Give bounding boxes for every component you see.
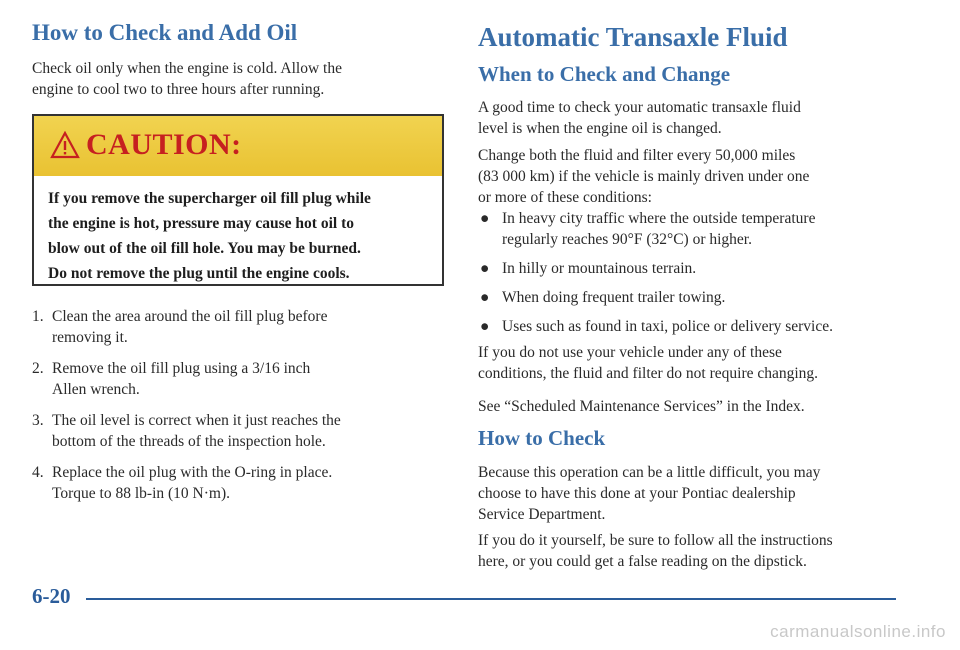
conditions-list bbox=[478, 208, 918, 345]
caution-text: If you remove the supercharger oil fill plug while the engine is hot, pressure may cause hot oil to blow out of the oil fill hole. You may be burned. Do not remove the plug until the engine cools. bbox=[48, 190, 371, 282]
footer-divider bbox=[86, 598, 896, 600]
page-number: 6-20 bbox=[32, 584, 71, 608]
list-item: 2. Remove the oil fill plug using a 3/16 inch Allen wrench. bbox=[32, 360, 311, 398]
steps-list bbox=[32, 306, 432, 514]
paragraph-see-index: See “Scheduled Maintenance Services” in the Index. bbox=[478, 398, 805, 415]
caution-header bbox=[34, 116, 442, 176]
list-item: ● When doing frequent trailer towing. bbox=[480, 289, 726, 306]
watermark: carmanualsonline.info bbox=[770, 622, 946, 641]
list-item: ● In heavy city traffic where the outside temperature regularly reaches 90°F (32°C) or higher. bbox=[480, 210, 816, 248]
paragraph-good-time: A good time to check your automatic transaxle fluid level is when the engine oil is changed. bbox=[478, 99, 801, 137]
bullet-icon: ● bbox=[480, 289, 490, 306]
list-item: ● In hilly or mountainous terrain. bbox=[480, 260, 697, 277]
subheading-when-to-check: When to Check and Change bbox=[478, 62, 731, 86]
list-item: ● Uses such as found in taxi, police or delivery service. bbox=[480, 318, 834, 335]
page-title: Automatic Transaxle Fluid bbox=[478, 22, 788, 52]
list-item: 1. Clean the area around the oil fill plug before removing it. bbox=[32, 308, 328, 346]
caution-box bbox=[32, 114, 444, 286]
intro-paragraph: Check oil only when the engine is cold. Allow the engine to cool two to three hours after running. bbox=[32, 60, 342, 98]
paragraph-difficult-operation: Because this operation can be a little difficult, you may choose to have this done at your Pontiac dealership Service Department. bbox=[478, 464, 821, 523]
bullet-icon: ● bbox=[480, 210, 490, 227]
paragraph-do-it-yourself: If you do it yourself, be sure to follow all the instructions here, or you could get a false reading on the dipstick. bbox=[478, 532, 833, 570]
section-heading-check-add-oil: How to Check and Add Oil bbox=[32, 20, 298, 45]
list-item: 4. Replace the oil plug with the O-ring in place. Torque to 88 lb-in (10 N·m). bbox=[32, 464, 333, 502]
caution-title: CAUTION: bbox=[86, 128, 242, 161]
paragraph-if-not-used: If you do not use your vehicle under any of these conditions, the fluid and filter do not require changing. bbox=[478, 344, 819, 382]
warning-triangle-icon bbox=[50, 131, 80, 159]
subheading-how-to-check: How to Check bbox=[478, 426, 606, 450]
list-item: 3. The oil level is correct when it just reaches the bottom of the threads of the inspection hole. bbox=[32, 412, 341, 450]
bullet-icon: ● bbox=[480, 260, 490, 277]
paragraph-change-both: Change both the fluid and filter every 50,000 miles (83 000 km) if the vehicle is mainly driven under one or more of these conditions: bbox=[478, 147, 810, 206]
bullet-icon: ● bbox=[480, 318, 490, 335]
